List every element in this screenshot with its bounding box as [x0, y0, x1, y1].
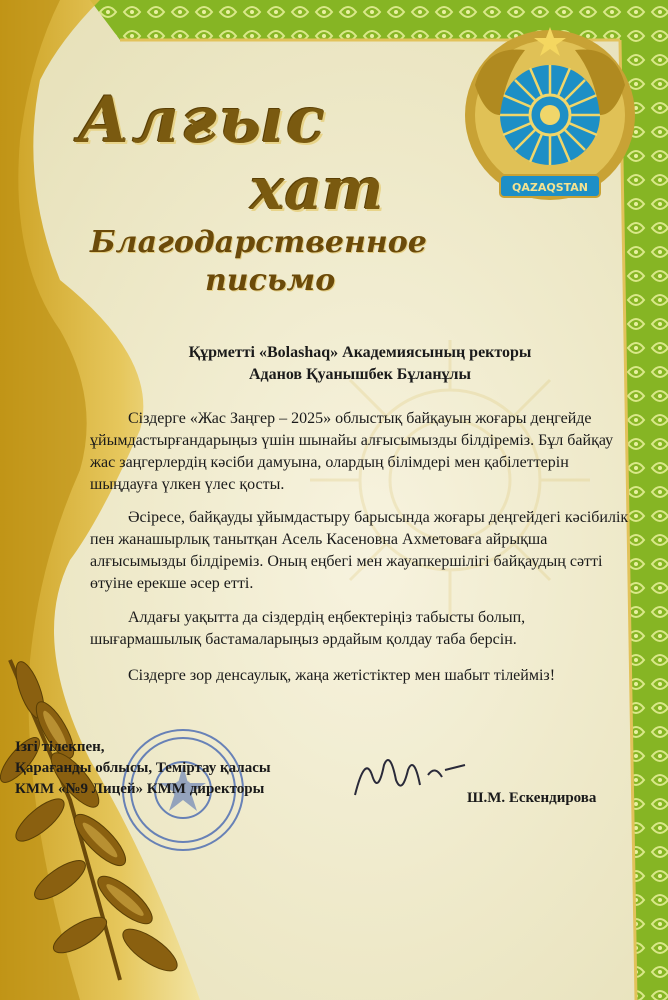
- paragraph-1: Сіздерге «Жас Заңгер – 2025» облыстық байқауын жоғары деңгейде ұйымдастырғандарыңыз үшін шынайы алғысымызды білдіреміз. Бұл байқау жас заңгерлердің кәсіби дамуына, олардың білімдері мен қабілеттерін шыңдауға үлкен үлес қосты.: [90, 410, 614, 493]
- addressee-block: [90, 342, 630, 386]
- title-russian-line2: письмо: [205, 263, 336, 298]
- signature-position: КММ «№9 Лицей» КММ директоры: [15, 781, 265, 797]
- signer-name: Ш.М. Ескендирова: [467, 790, 597, 806]
- paragraph-3: Алдағы уақытта да сіздердің еңбектеріңіз табысты болып, шығармашылық бастамаларыңыз әрдайым қолдау таба берсін.: [90, 609, 526, 648]
- emblem-caption: QAZAQSTAN: [512, 181, 588, 194]
- title-russian-line1: Благодарственное: [90, 225, 427, 260]
- state-emblem-icon: [455, 25, 645, 215]
- title-kazakh-line2: хат: [250, 155, 384, 223]
- addressee-line2: Аданов Қуанышбек Бұланұлы: [248, 366, 472, 383]
- signature-location: Қарағанды облысы, Теміртау қаласы: [15, 760, 271, 776]
- paragraph-4: Сіздерге зор денсаулық, жаңа жетістіктер мен шабыт тілейміз!: [128, 667, 556, 684]
- certificate-title: [60, 75, 460, 298]
- paragraph-2: Әсіресе, байқауды ұйымдастыру барысында жоғары деңгейдегі кәсібилік пен жанашырлық танытқан Асель Касеновна Ахметоваға айрықша алғысымызды білдіреміз. Оның еңбегі мен жауапкершілігі байқаудың сәтті өтуіне ерекше әсер етті.: [90, 509, 629, 592]
- addressee-line1: Құрметті «Bolashaq» Академиясының ректоры: [188, 344, 532, 361]
- signature-block: [15, 737, 335, 800]
- signature-greeting: Ізгі тілекпен,: [15, 739, 105, 755]
- handwritten-signature: [350, 745, 470, 805]
- title-kazakh-line1: Алғыс: [78, 83, 328, 158]
